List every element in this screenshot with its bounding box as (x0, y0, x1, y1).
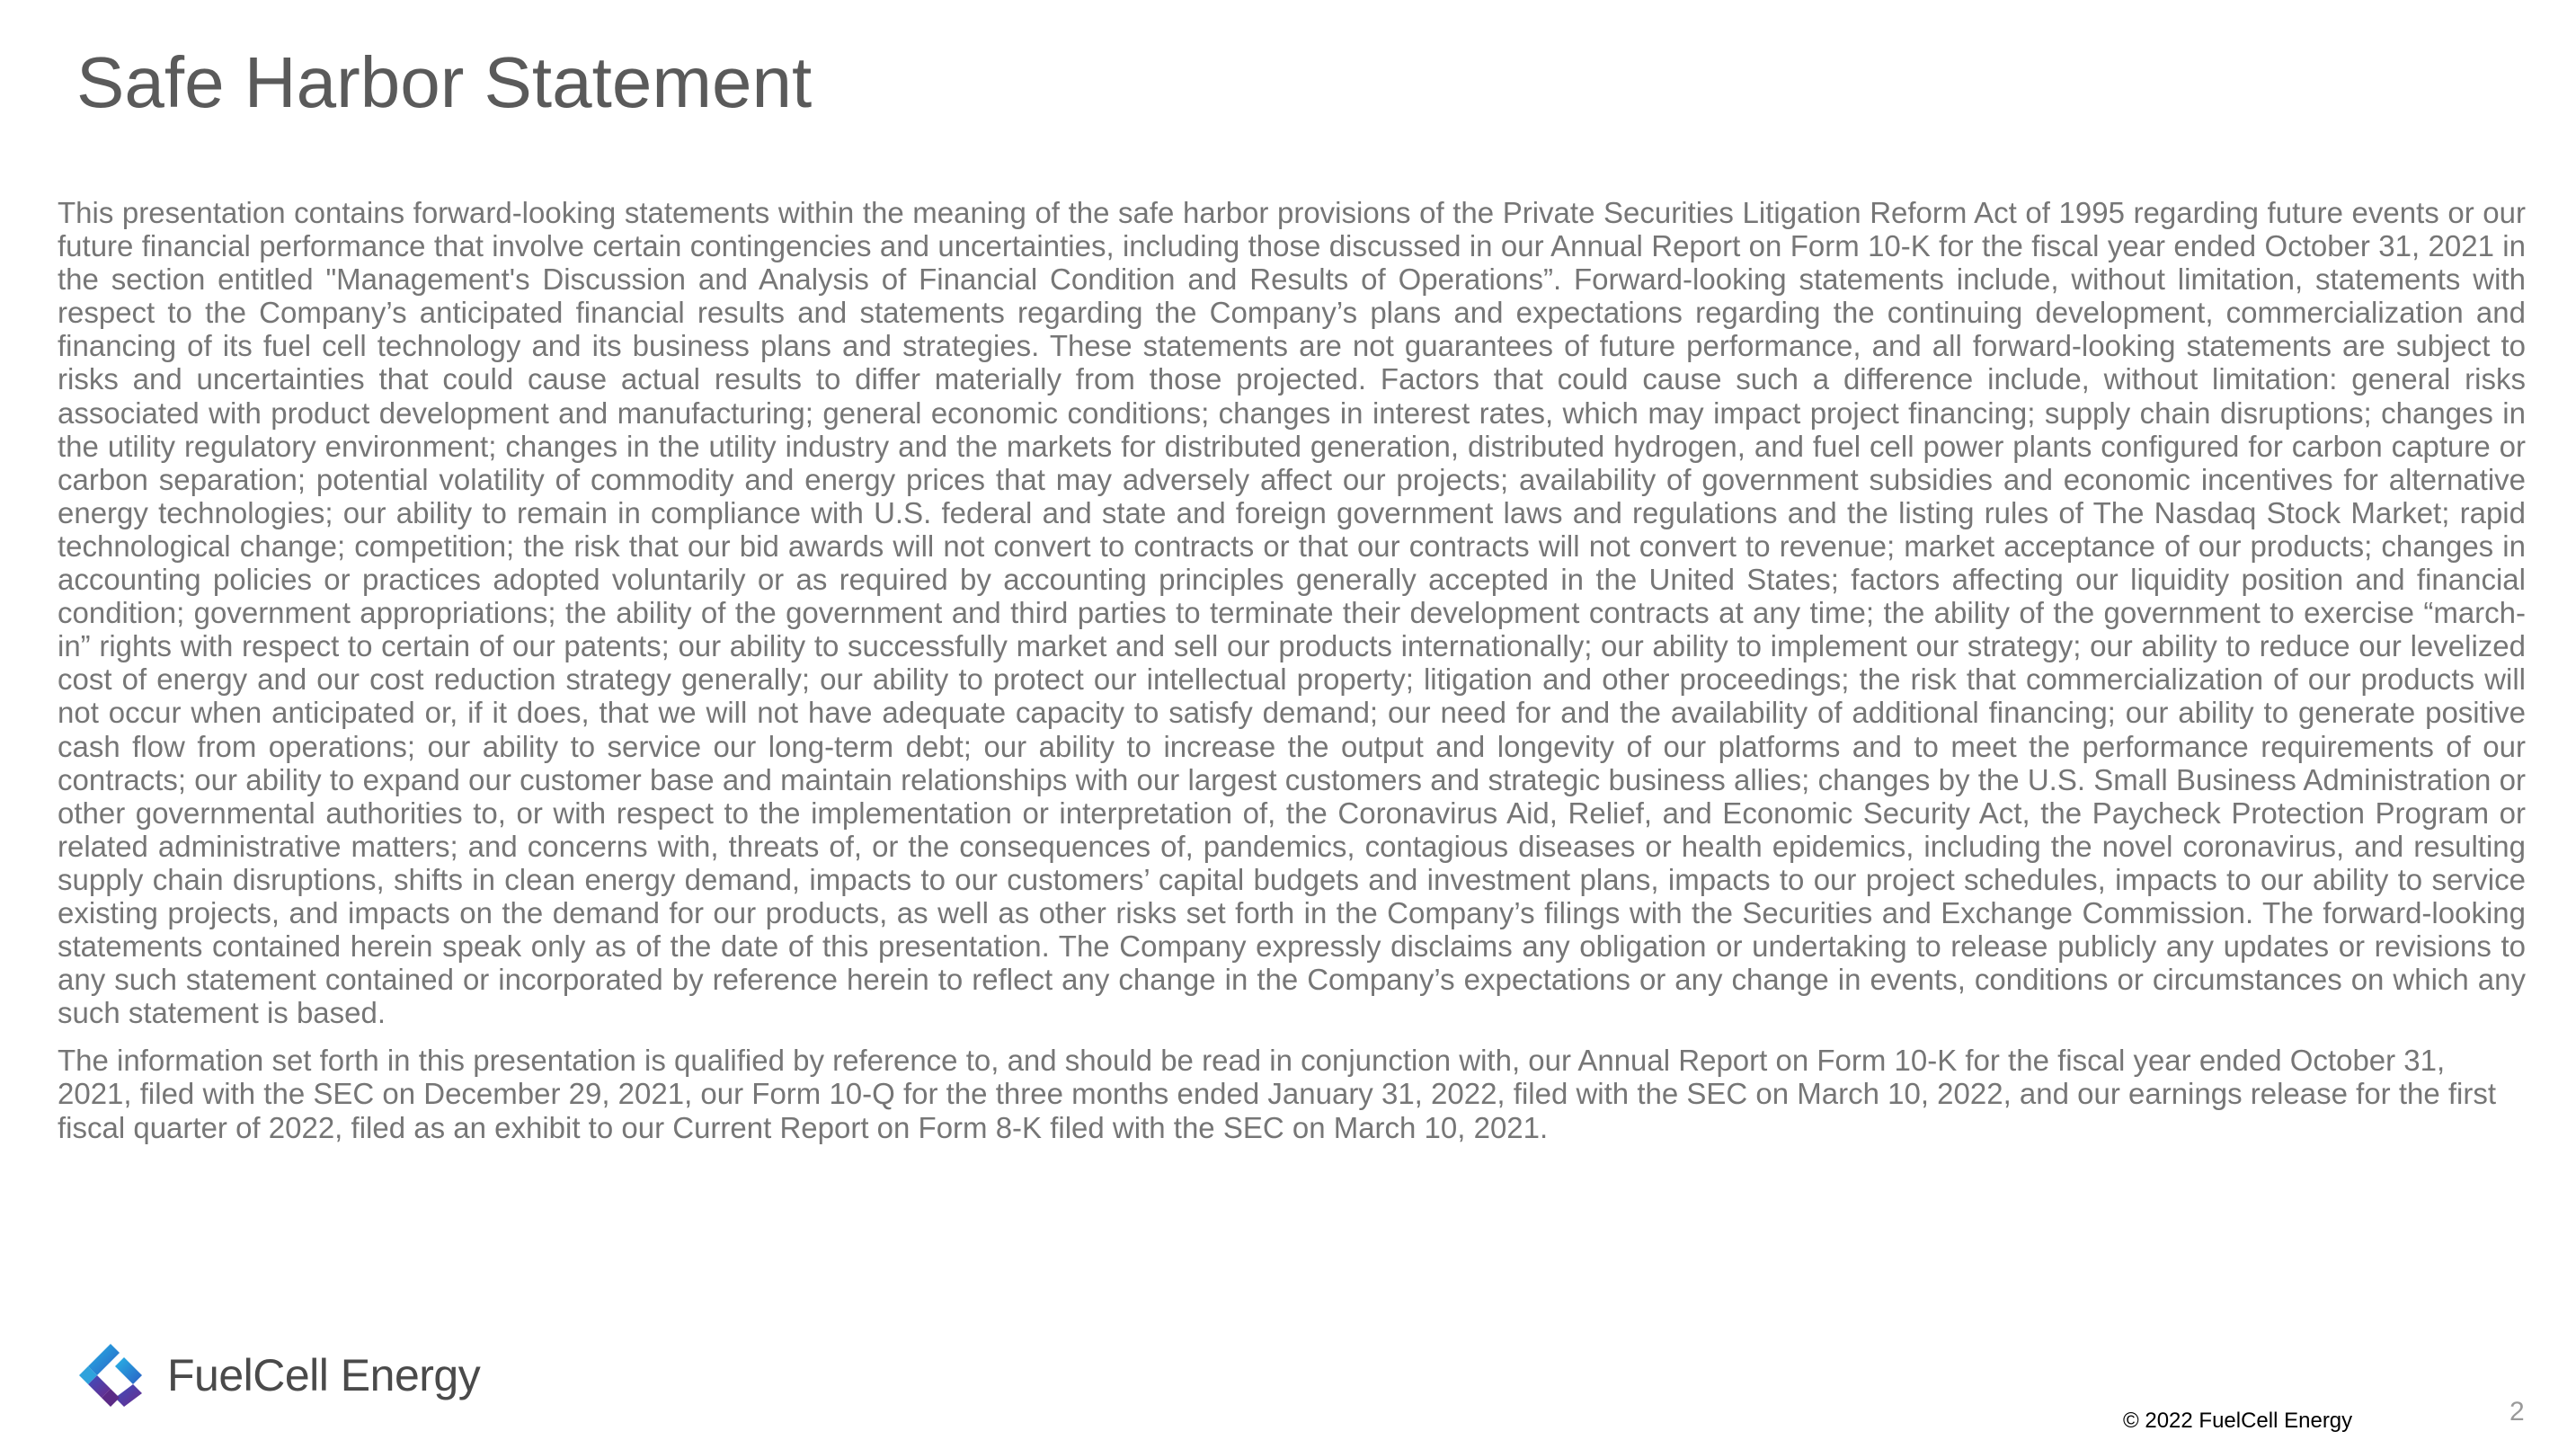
fuelcell-logo-icon (77, 1342, 144, 1409)
copyright-notice: © 2022 FuelCell Energy (2123, 1409, 2353, 1433)
page-number: 2 (2509, 1397, 2525, 1427)
information-reference-paragraph: The information set forth in this presentation is qualified by reference to, and should be read in conjunction with, our Annual Report on Form 10-K for the fiscal year ended October 31, 2021, filed with the SEC on December 29, 2021, our Form 10-Q for the three months ended January 31, 2022, filed with the SEC on March 10, 2022, and our earnings release for the first fiscal quarter of 2022, filed as an exhibit to our Current Report on Form 8-K filed with the SEC on March 10, 2021. (58, 1044, 2497, 1144)
forward-looking-paragraph: This presentation contains forward-looking statements within the meaning of the safe harbor provisions of the Private Securities Litigation Reform Act of 1995 regarding future events or our future financial performance that involve certain contingencies and uncertainties, including those discussed in our Annual Report on Form 10-K for the fiscal year ended October 31, 2021 in the section entitled "Management's Discussion and Analysis of Financial Condition and Results of Operations”. Forward-looking statements include, without limitation, statements with respect to the Company’s anticipated financial results and statements regarding the Company’s plans and expectations regarding the continuing development, commercialization and financing of its fuel cell technology and its business plans and strategies. These statements are not guarantees of future performance, and all forward-looking statements are subject to risks and uncertainties that could cause actual results to differ materially from those projected. Factors that could cause such a difference include, without limitation: general risks associated with product development and manufacturing; general economic conditions; changes in interest rates, which may impact project financing; supply chain disruptions; changes in the utility regulatory environment; changes in the utility industry and the markets for distributed generation, distributed hydrogen, and fuel cell power plants configured for carbon capture or carbon separation; potential volatility of commodity and energy prices that may adversely affect our projects; availability of government subsidies and economic incentives for alternative energy technologies; our ability to remain in compliance with U.S. federal and state and foreign government laws and regulations and the listing rules of The Nasdaq Stock Market; rapid technological change; competition; the risk that our bid awards will not convert to contracts or that our contracts will not convert to revenue; market acceptance of our products; changes in accounting policies or practices adopted voluntarily or as required by accounting principles generally accepted in the United States; factors affecting our liquidity position and financial condition; government appropriations; the ability of the government and third parties to terminate their development contracts at any time; the ability of the government to exercise “march-in” rights with respect to certain of our patents; our ability to successfully market and sell our products internationally; our ability to implement our strategy; our ability to reduce our levelized cost of energy and our cost reduction strategy generally; our ability to protect our intellectual property; litigation and other proceedings; the risk that commercialization of our products will not occur when anticipated or, if it does, that we will not have adequate capacity to satisfy demand; our need for and the availability of additional financing; our ability to generate positive cash flow from operations; our ability to service our long-term debt; our ability to increase the output and longevity of our platforms and to meet the performance requirements of our contracts; our ability to expand our customer base and maintain relationships with our largest customers and strategic business allies; changes by the U.S. Small Business Administration or other governmental authorities to, or with respect to the implementation or interpretation of, the Coronavirus Aid, Relief, and Economic Security Act, the Paycheck Protection Program or related administrative matters; and concerns with, threats of, or the consequences of, pandemics, contagious diseases or health epidemics, including the novel coronavirus, and resulting supply chain disruptions, shifts in clean energy demand, impacts to our customers’ capital budgets and investment plans, impacts to our project schedules, impacts to our ability to service existing projects, and impacts on the demand for our products, as well as other risks set forth in the Company’s filings with the Securities and Exchange Commission. The forward-looking statements contained herein speak only as of the date of this presentation. The Company expressly disclaims any obligation or undertaking to release publicly any updates or revisions to any such statement contained or incorporated by reference herein to reflect any change in the Company’s expectations or any change in events, conditions or circumstances on which any such statement is based. (58, 196, 2526, 1030)
fuelcell-energy-logo (77, 1339, 480, 1411)
logo-wordmark: FuelCell Energy (167, 1350, 481, 1400)
safe-harbor-body (58, 196, 2526, 1144)
slide-title: Safe Harbor Statement (76, 42, 813, 122)
